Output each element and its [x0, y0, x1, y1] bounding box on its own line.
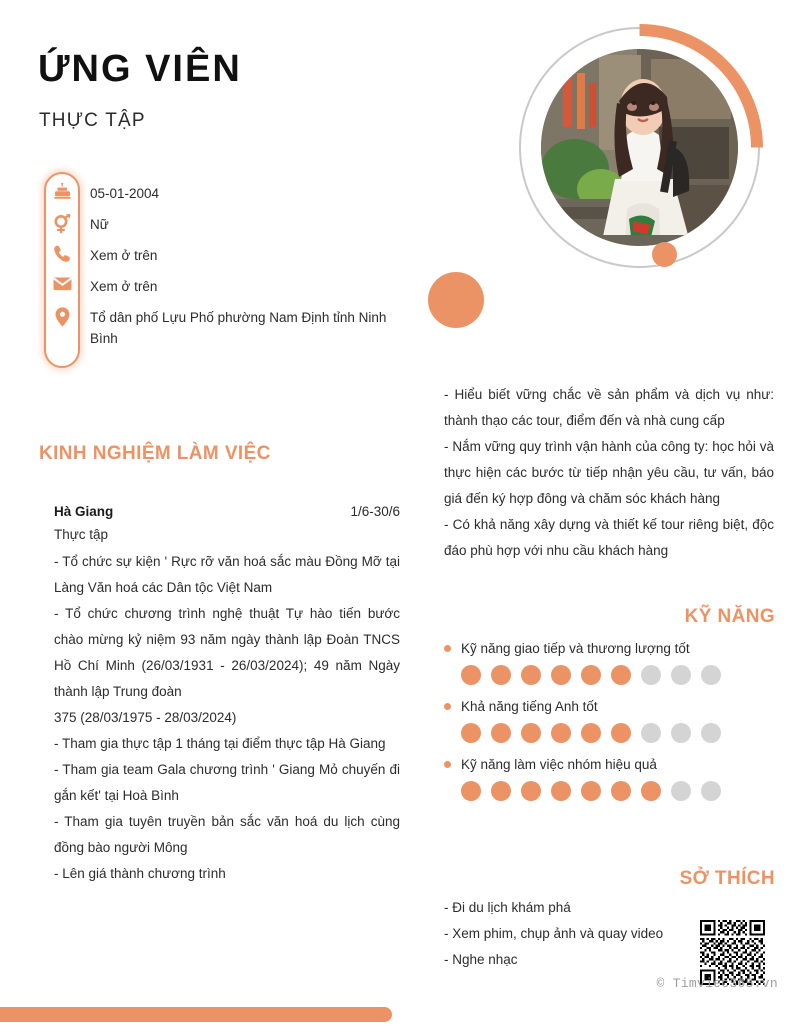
- summary-bullet: - Nắm vững quy trình vận hành của công ty: học hỏi và thực hiện các bước từ tiếp nhận yêu cầu, tư vấn, báo giá đến ký hợp đông và chăm sóc khách hàng: [444, 439, 774, 506]
- skill-rating: [461, 665, 784, 685]
- contact-item-birthday: [44, 182, 404, 213]
- contact-value-address: Tổ dân phố Lựu Phố phường Nam Định tỉnh Ninh Bình: [90, 310, 387, 346]
- footer-credit: © Timviec365.vn: [656, 976, 778, 991]
- skill-label: Khả năng tiếng Anh tốt: [461, 699, 598, 714]
- skill-label-row: [444, 641, 784, 656]
- bullet-dot-icon: [444, 645, 451, 652]
- bottom-accent-bar: [0, 1007, 392, 1022]
- hobbies-section-heading: SỞ THÍCH: [679, 868, 775, 889]
- rating-dot: [551, 781, 571, 801]
- rating-dot: [521, 665, 541, 685]
- skills-section-heading: KỸ NĂNG: [684, 606, 775, 627]
- experience-bullet: - Tổ chức sự kiện ' Rực rỡ văn hoá sắc màu Đồng Mỡ tại Làng Văn hoá các Dân tộc Việt Nam: [54, 554, 400, 595]
- rating-dot: [461, 781, 481, 801]
- hobbies-list: [444, 895, 694, 973]
- decorative-small-dot: [652, 242, 677, 267]
- rating-dot: [581, 781, 601, 801]
- skill-rating: [461, 723, 784, 743]
- rating-dot: [491, 723, 511, 743]
- skill-label-row: [444, 699, 784, 714]
- rating-dot: [611, 781, 631, 801]
- rating-dot: [701, 781, 721, 801]
- rating-dot: [701, 665, 721, 685]
- hobby-item: - Xem phim, chụp ảnh và quay video: [444, 926, 664, 941]
- experience-bullet: - Tham gia team Gala chương trình ' Giang Mỏ chuyến đi gắn kết' tại Hoà Bình: [54, 762, 400, 803]
- avatar: [541, 49, 738, 246]
- contact-value-email: Xem ở trên: [90, 279, 158, 294]
- experience-entry: [54, 504, 400, 887]
- skill-rating: [461, 781, 784, 801]
- contact-value-phone: Xem ở trên: [90, 248, 158, 263]
- right-column: [420, 0, 800, 1027]
- rating-dot: [581, 665, 601, 685]
- contact-item-phone: [44, 244, 404, 275]
- profile-photo-block: [519, 27, 760, 268]
- skill-item: [444, 699, 784, 743]
- bullet-dot-icon: [444, 761, 451, 768]
- skill-label: Kỹ năng giao tiếp và thương lượng tốt: [461, 641, 690, 656]
- rating-dot: [611, 665, 631, 685]
- experience-bullet: - Tổ chức chương trình nghệ thuật Tự hào tiến bước chào mừng kỷ niệm 93 năm ngày thành lập Đoàn TNCS Hồ Chí Minh (26/03/1931 - 26/03/2024); 49 năm Ngày thành lập Trung đoàn: [54, 606, 400, 699]
- experience-section-heading: KINH NGHIỆM LÀM VIỆC: [39, 443, 271, 464]
- rating-dot: [521, 781, 541, 801]
- experience-header-row: [54, 504, 400, 519]
- rating-dot: [641, 781, 661, 801]
- decorative-large-dot: [428, 272, 484, 328]
- rating-dot: [521, 723, 541, 743]
- rating-dot: [641, 723, 661, 743]
- page-subtitle: THỰC TẬP: [39, 110, 146, 131]
- rating-dot: [671, 723, 691, 743]
- contact-item-gender: [44, 213, 404, 244]
- experience-company: Hà Giang: [54, 504, 114, 519]
- skill-label-row: [444, 757, 784, 772]
- hobby-item: - Nghe nhạc: [444, 952, 518, 967]
- birthday-cake-icon: [44, 182, 80, 202]
- experience-bullets: [54, 549, 400, 887]
- rating-dot: [611, 723, 631, 743]
- contact-item-email: [44, 275, 404, 306]
- gender-icon: [44, 213, 80, 234]
- contact-value-birthday: 05-01-2004: [90, 186, 160, 201]
- summary-section: [444, 382, 774, 564]
- skills-list: [444, 641, 784, 815]
- contact-list: [44, 182, 404, 349]
- experience-date: 1/6-30/6: [350, 504, 400, 519]
- hobby-item: - Đi du lịch khám phá: [444, 900, 571, 915]
- email-icon: [44, 275, 80, 291]
- experience-bullet: - Lên giá thành chương trình: [54, 866, 226, 881]
- contact-value-gender: Nữ: [90, 217, 109, 232]
- rating-dot: [491, 781, 511, 801]
- rating-dot: [581, 723, 601, 743]
- page-title: ỨNG VIÊN: [38, 48, 242, 90]
- phone-icon: [44, 244, 80, 263]
- rating-dot: [701, 723, 721, 743]
- bullet-dot-icon: [444, 703, 451, 710]
- summary-bullet: - Hiểu biết vững chắc về sản phẩm và dịch vụ như: thành thạo các tour, điểm đến và nhà cung cấp: [444, 387, 774, 428]
- rating-dot: [461, 723, 481, 743]
- skill-item: [444, 641, 784, 685]
- experience-bullet: - Tham gia thực tập 1 tháng tại điểm thực tập Hà Giang: [54, 736, 386, 751]
- rating-dot: [461, 665, 481, 685]
- experience-role: Thực tập: [54, 527, 109, 542]
- location-pin-icon: [44, 306, 80, 327]
- experience-bullet: 375 (28/03/1975 - 28/03/2024): [54, 710, 237, 725]
- skill-item: [444, 757, 784, 801]
- experience-bullet: - Tham gia tuyên truyền bản sắc văn hoá du lịch cùng đồng bào người Mông: [54, 814, 400, 855]
- rating-dot: [641, 665, 661, 685]
- rating-dot: [491, 665, 511, 685]
- rating-dot: [551, 723, 571, 743]
- summary-bullet: - Có khả năng xây dựng và thiết kế tour riêng biệt, độc đáo phù hợp với nhu cầu khách hàng: [444, 517, 774, 558]
- rating-dot: [671, 781, 691, 801]
- contact-item-address: [44, 306, 404, 349]
- skill-label: Kỹ năng làm việc nhóm hiệu quả: [461, 757, 657, 772]
- rating-dot: [671, 665, 691, 685]
- rating-dot: [551, 665, 571, 685]
